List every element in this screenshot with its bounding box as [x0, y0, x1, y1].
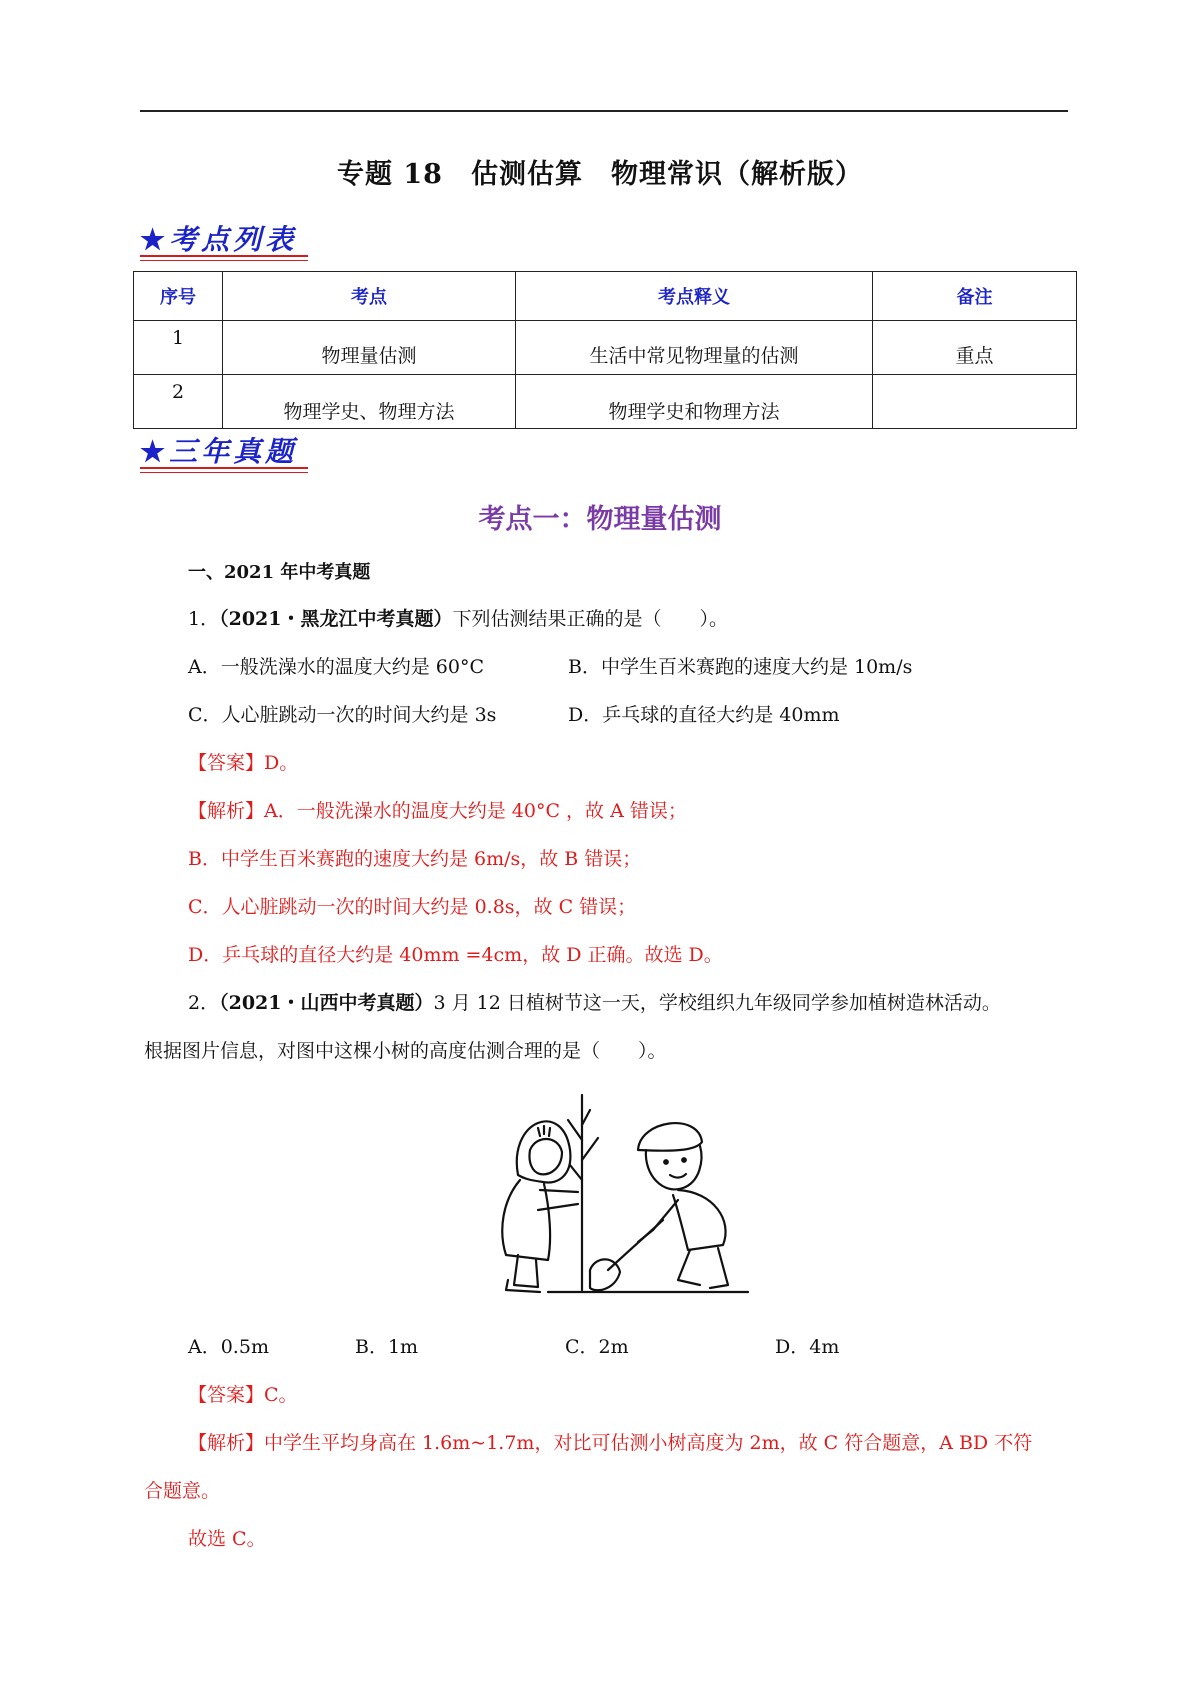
table-header: 考点 [223, 272, 516, 321]
q1-analysis: 【解析】A．一般洗澡水的温度大约是 40°C ，故 A 错误； [188, 800, 687, 822]
q2-option-c: C．2m [565, 1336, 629, 1358]
q1-option-c: C．人心脏跳动一次的时间大约是 3s [188, 704, 497, 726]
table-cell: 重点 [873, 321, 1077, 375]
q2-analysis: 【解析】中学生平均身高在 1.6m~1.7m，对比可估测小树高度为 2m，故 C 符合题意，A BD 不符 [188, 1432, 1033, 1454]
q2-answer: 【答案】C。 [188, 1384, 298, 1406]
question-2: 2．（2021・山西中考真题）3 月 12 日植树节这一天，学校组织九年级同学参加植树造林活动。 [188, 992, 1001, 1014]
q1-analysis-line: D．乒乓球的直径大约是 40mm =4cm，故 D 正确。故选 D。 [188, 944, 723, 966]
table-header-row [134, 272, 1077, 321]
star-icon: ★ [140, 223, 170, 256]
table-header: 考点释义 [516, 272, 873, 321]
q1-analysis-line: C．人心脏跳动一次的时间大约是 0.8s，故 C 错误； [188, 896, 637, 918]
page-title: 专题 18 估测估算 物理常识（解析版） [337, 159, 863, 190]
q1-analysis-line: B．中学生百米赛跑的速度大约是 6m/s，故 B 错误； [188, 848, 642, 870]
table-row [134, 321, 1077, 375]
section-heading-exams [140, 430, 297, 470]
q1-answer: 【答案】D。 [188, 752, 299, 774]
question-2-line2: 根据图片信息，对图中这棵小树的高度估测合理的是（ ）。 [144, 1040, 667, 1062]
table-header: 序号 [134, 272, 223, 321]
q1-option-d: D．乒乓球的直径大约是 40mm [568, 704, 840, 726]
q2-option-b: B．1m [355, 1336, 419, 1358]
star-icon: ★ [140, 435, 170, 468]
section-label: 考点列表 [169, 223, 298, 256]
table-cell: 1 [134, 321, 223, 375]
q2-option-d: D．4m [775, 1336, 840, 1358]
table-cell: 2 [134, 375, 223, 429]
q1-option-b: B．中学生百米赛跑的速度大约是 10m/s [568, 656, 913, 678]
q2-analysis-line: 合题意。 [144, 1480, 221, 1502]
table-row [134, 375, 1077, 429]
q1-option-a: A．一般洗澡水的温度大约是 60°C [188, 656, 484, 678]
table-cell: 物理量估测 [223, 321, 516, 375]
q2-option-a: A．0.5m [188, 1336, 269, 1358]
table-cell: 生活中常见物理量的估测 [516, 321, 873, 375]
q2-analysis-line: 故选 C。 [188, 1528, 266, 1550]
table-header: 备注 [873, 272, 1077, 321]
table-cell: 物理学史、物理方法 [223, 375, 516, 429]
table-cell: 物理学史和物理方法 [516, 375, 873, 429]
question-1: 1．（2021・黑龙江中考真题）下列估测结果正确的是（ ）。 [188, 608, 728, 630]
section-label: 三年真题 [169, 435, 298, 468]
section-underline [140, 255, 308, 257]
topic-table [133, 271, 1077, 429]
table-cell [873, 375, 1077, 429]
section-underline [140, 472, 308, 473]
topic-heading: 考点一：物理量估测 [478, 504, 722, 535]
subheading: 一、2021 年中考真题 [188, 562, 371, 583]
section-underline [140, 467, 308, 469]
section-underline [140, 260, 308, 261]
header-rule [140, 110, 1068, 112]
tree-planting-illustration [478, 1080, 750, 1310]
section-heading-list [140, 218, 297, 258]
